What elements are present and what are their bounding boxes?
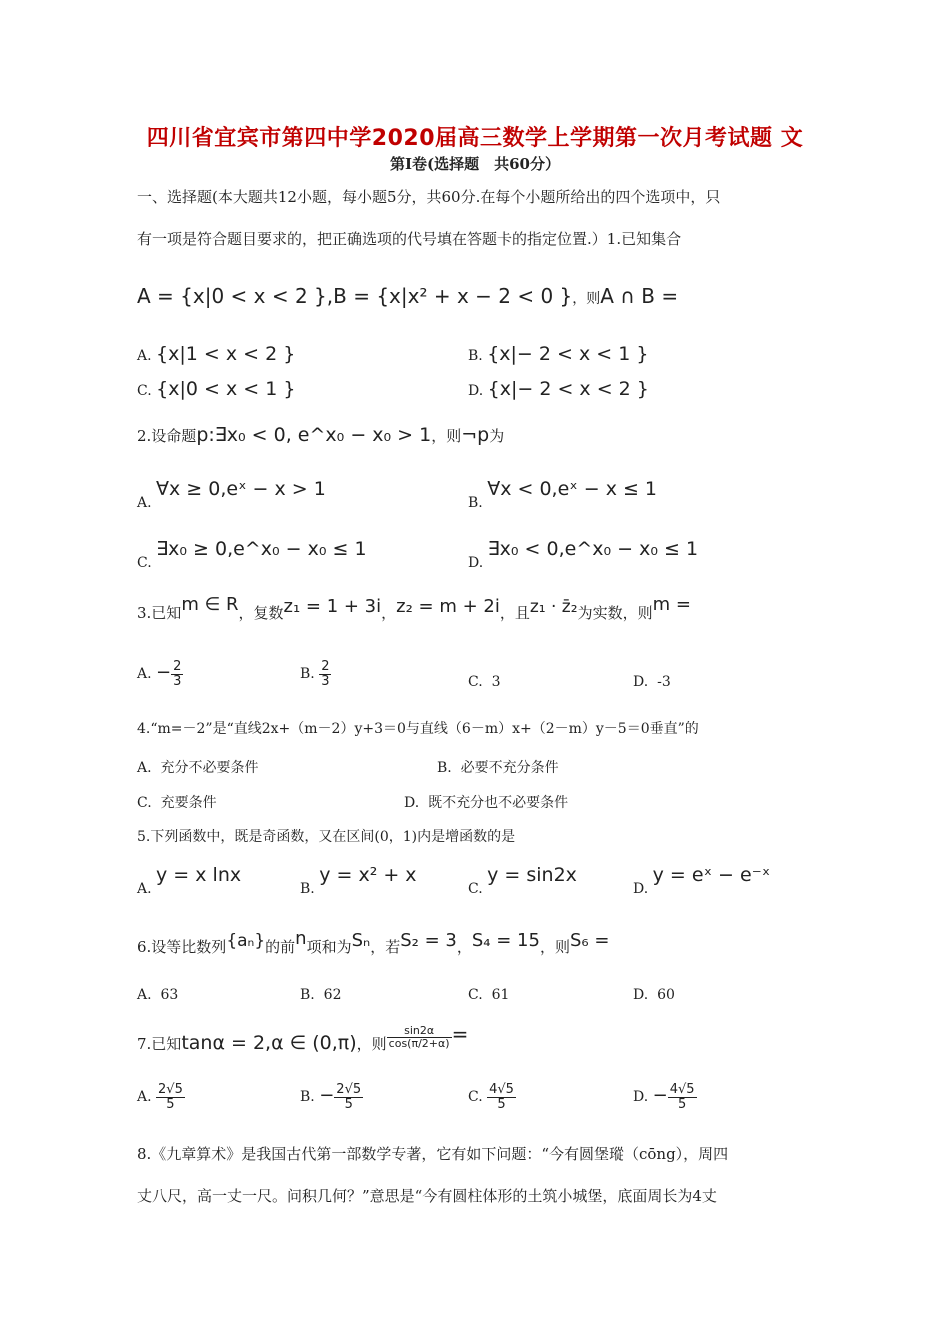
option-label: D. <box>633 881 649 897</box>
exam-title: 四川省宜宾市第四中学2020届高三数学上学期第一次月考试题 文 <box>146 126 804 151</box>
q6-p2: 的前 <box>265 938 296 956</box>
q6-m5: S₄ = 15 <box>471 930 540 951</box>
option-label: A. <box>137 1089 152 1106</box>
q6-m6: S₆ = <box>569 930 610 951</box>
q2-end: 为 <box>489 427 505 445</box>
q6-option-b <box>300 987 341 1003</box>
q2-tail: ¬p <box>461 424 490 446</box>
q4-stem: 4.“m=－2”是“直线2x+（m－2）y+3＝0与直线（6－m）x+（2－m）y－5＝0垂直”的 <box>137 721 699 737</box>
option-text: 62 <box>323 987 342 1003</box>
q1-stem <box>137 284 678 308</box>
option-label: A. <box>137 881 152 897</box>
q3-m4: z₁ · z̄₂ <box>529 597 578 617</box>
option-label: C. <box>468 674 483 690</box>
fraction-numerator: 4√5 <box>489 1082 514 1097</box>
q6-p1: 6.设等比数列 <box>137 938 227 956</box>
option-text: 充要条件 <box>160 795 217 811</box>
q7-option-d <box>633 1083 697 1111</box>
option-label: B. <box>300 1089 315 1106</box>
q6-m4: S₂ = 3 <box>400 930 457 951</box>
q7-option-a <box>137 1083 185 1111</box>
q7-p1: 7.已知 <box>137 1035 182 1053</box>
q3-p5: 为实数，则 <box>577 604 653 622</box>
option-fraction <box>319 660 331 688</box>
q3-stem <box>137 594 691 624</box>
option-label: B. <box>300 987 315 1003</box>
option-label: C. <box>468 987 483 1003</box>
option-text: -3 <box>657 674 671 690</box>
q4-option-d <box>404 792 568 812</box>
option-label: B. <box>468 495 483 511</box>
option-sign: − <box>156 662 172 684</box>
option-text: 3 <box>491 674 501 690</box>
option-label: D. <box>404 795 420 811</box>
q3-option-b <box>300 660 331 688</box>
q6-p6: ，则 <box>539 938 570 956</box>
option-label: B. <box>300 881 315 897</box>
option-math: ∃x₀ ≥ 0,e^x₀ − x₀ ≤ 1 <box>156 538 367 560</box>
q6-option-d <box>633 987 675 1003</box>
fraction-denominator: 3 <box>173 673 182 689</box>
q4-option-a <box>137 757 258 777</box>
q2-prefix: 2.设命题 <box>137 427 197 445</box>
option-label: B. <box>300 666 315 683</box>
q4-option-c <box>137 792 217 812</box>
fraction-numerator: 4√5 <box>669 1082 695 1097</box>
q5-option-b <box>300 864 417 897</box>
option-math: {x|− 2 < x < 1 } <box>487 343 649 365</box>
fraction-denominator: 5 <box>497 1096 506 1112</box>
q1-option-c <box>137 378 295 400</box>
q1-option-a <box>137 343 295 365</box>
q2-option-b <box>468 478 658 511</box>
fraction-denominator: cos(π/2+α) <box>388 1036 450 1050</box>
q7-equals: = <box>451 1022 469 1046</box>
fraction-denominator: 5 <box>678 1096 687 1112</box>
option-fraction <box>156 1083 185 1111</box>
q6-p3: 项和为 <box>306 938 352 956</box>
option-fraction <box>171 660 183 688</box>
q3-p4: ，且 <box>499 604 530 622</box>
option-math: {x|1 < x < 2 } <box>156 343 296 365</box>
fraction-numerator: 2 <box>173 659 182 674</box>
option-label: A. <box>137 987 152 1003</box>
option-math: y = x lnx <box>156 864 242 886</box>
q7-stem <box>137 1022 469 1057</box>
fraction-numerator: 2√5 <box>336 1082 362 1097</box>
option-math: y = eˣ − e⁻ˣ <box>652 864 771 886</box>
q3-option-a <box>137 660 183 688</box>
q2-option-c <box>137 538 367 571</box>
q5-stem: 5.下列函数中，既是奇函数，又在区间(0，1)内是增函数的是 <box>137 829 516 845</box>
fraction-numerator: 2√5 <box>158 1082 183 1097</box>
option-text: 60 <box>657 987 675 1003</box>
q3-p1: 3.已知 <box>137 604 182 622</box>
fraction-numerator: 2 <box>321 659 330 674</box>
option-text: 必要不充分条件 <box>460 760 559 776</box>
q4-option-b <box>437 757 559 777</box>
q5-option-c <box>468 864 577 897</box>
option-sign: − <box>319 1085 335 1107</box>
q3-m3: z₂ = m + 2i <box>396 596 500 617</box>
q3-m1: m ∈ R <box>181 594 239 615</box>
q6-stem <box>137 928 610 958</box>
option-math: {x|− 2 < x < 2 } <box>487 378 649 400</box>
option-text: 充分不必要条件 <box>160 760 259 776</box>
q6-m2: n <box>295 928 307 949</box>
q3-p2: ，复数 <box>238 604 284 622</box>
option-label: C. <box>137 383 152 399</box>
option-math: ∃x₀ < 0,e^x₀ − x₀ ≤ 1 <box>487 538 699 560</box>
option-label: D. <box>468 555 484 571</box>
option-sign: − <box>652 1085 668 1107</box>
option-label: B. <box>468 348 483 364</box>
fraction-denominator: 3 <box>321 673 330 689</box>
q7-p2: ，则 <box>356 1035 387 1053</box>
option-text: 既不充分也不必要条件 <box>428 795 569 811</box>
q6-option-a <box>137 987 178 1003</box>
q1-stem-text: ，则 <box>572 291 601 307</box>
option-label: C. <box>468 881 483 897</box>
q1-stem-tail: A ∩ B = <box>600 284 679 308</box>
q6-m3: Sₙ <box>351 930 371 951</box>
fraction-numerator: sin2α <box>387 1025 452 1038</box>
option-label: D. <box>468 383 484 399</box>
option-label: C. <box>137 555 152 571</box>
q8-line-2: 丈八尺，高一丈一尺。问积几何？”意思是“今有圆柱体形的土筑小城堡，底面周长为4丈 <box>137 1187 717 1205</box>
option-fraction <box>334 1083 363 1111</box>
q6-option-c <box>468 987 509 1003</box>
option-label: A. <box>137 348 152 364</box>
q7-m1: tanα = 2,α ∈ (0,π) <box>181 1032 357 1054</box>
option-text: 61 <box>491 987 510 1003</box>
option-label: D. <box>633 1089 649 1106</box>
option-label: C. <box>468 1089 483 1106</box>
option-math: {x|0 < x < 1 } <box>156 378 296 400</box>
q3-m2: z₁ = 1 + 3i <box>283 596 382 617</box>
option-fraction <box>487 1083 516 1111</box>
q1-option-b <box>468 343 648 365</box>
q6-m1: {aₙ} <box>226 931 266 951</box>
q8-line-1: 8.《九章算术》是我国古代第一部数学专著，它有如下问题：“今有圆堡瑽（cōng），周四 <box>137 1145 729 1163</box>
option-label: A. <box>137 666 152 683</box>
q7-fraction <box>387 1025 452 1049</box>
option-math: ∀x < 0,eˣ − x ≤ 1 <box>487 478 658 500</box>
q7-option-c <box>468 1083 516 1111</box>
q6-p4: ，若 <box>370 938 401 956</box>
option-math: y = sin2x <box>487 864 577 886</box>
section-subtitle: 第Ⅰ卷(选择题 共60分） <box>390 155 560 173</box>
q2-math: p:∃x₀ < 0, e^x₀ − x₀ > 1 <box>196 424 432 446</box>
option-label: D. <box>633 674 649 690</box>
q1-stem-math: A = {x|0 < x < 2 },B = {x|x² + x − 2 < 0 } <box>137 284 573 308</box>
q3-option-c <box>468 674 501 690</box>
q3-m5: m = <box>652 594 691 615</box>
fraction-denominator: 5 <box>166 1096 175 1112</box>
q3-p3: ， <box>381 604 397 622</box>
q2-option-d <box>468 538 699 571</box>
option-math: ∀x ≥ 0,eˣ − x > 1 <box>156 478 326 500</box>
q2-stem <box>137 424 504 447</box>
q1-option-d <box>468 378 649 400</box>
option-text: 63 <box>160 987 179 1003</box>
intro-line-1: 一、选择题(本大题共12小题，每小题5分，共60分.在每个小题所给出的四个选项中，只 <box>137 188 721 206</box>
fraction-denominator: 5 <box>344 1096 353 1112</box>
q6-p5: ， <box>456 938 472 956</box>
option-label: D. <box>633 987 649 1003</box>
q5-option-a <box>137 864 242 897</box>
q7-option-b <box>300 1083 363 1111</box>
option-label: B. <box>437 760 452 776</box>
option-math: y = x² + x <box>319 864 417 886</box>
q5-option-d <box>633 864 771 897</box>
q2-option-a <box>137 478 326 511</box>
option-label: A. <box>137 495 152 511</box>
q2-mid: ，则 <box>431 427 462 445</box>
intro-line-2: 有一项是符合题目要求的，把正确选项的代号填在答题卡的指定位置.）1.已知集合 <box>137 230 682 248</box>
q3-option-d <box>633 674 671 690</box>
option-fraction <box>668 1083 697 1111</box>
option-label: A. <box>137 760 152 776</box>
option-label: C. <box>137 795 152 811</box>
